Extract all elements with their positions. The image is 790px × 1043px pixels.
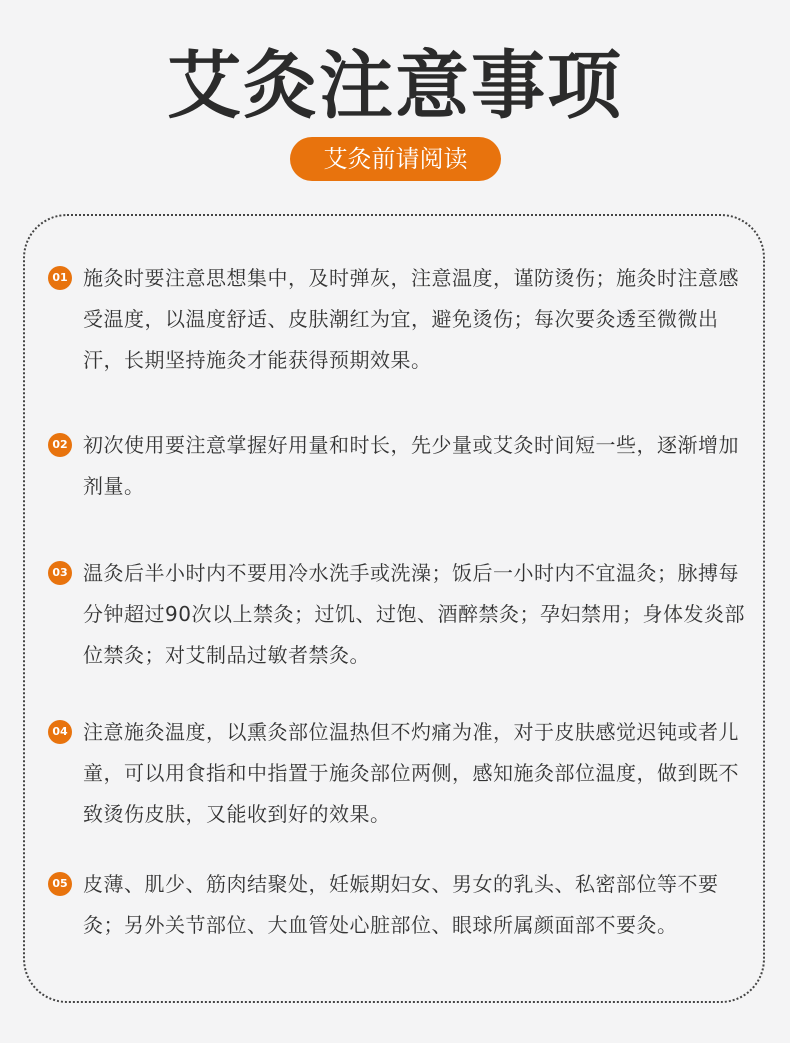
item-number-badge: 01 bbox=[48, 266, 72, 290]
item-text: 注意施灸温度，以熏灸部位温热但不灼痛为准，对于皮肤感觉迟钝或者儿童，可以用食指和中指置于施灸部位两侧，感知施灸部位温度，做到既不致烫伤皮肤，又能收到好的效果。 bbox=[83, 720, 739, 826]
item-number-badge: 05 bbox=[48, 872, 72, 896]
item-text: 施灸时要注意思想集中，及时弹灰，注意温度，谨防烫伤；施灸时注意感受温度，以温度舒适、皮肤潮红为宜，避免烫伤；每次要灸透至微微出汗，长期坚持施灸才能获得预期效果。 bbox=[83, 266, 739, 372]
item-text: 皮薄、肌少、筋肉结聚处，妊娠期妇女、男女的乳头、私密部位等不要灸；另外关节部位、大血管处心脏部位、眼球所属颜面部不要灸。 bbox=[83, 872, 719, 937]
subtitle-badge: 艾灸前请阅读 bbox=[290, 137, 501, 181]
item-number-badge: 02 bbox=[48, 433, 72, 457]
item-number-badge: 03 bbox=[48, 561, 72, 585]
item-text: 温灸后半小时内不要用冷水洗手或洗澡；饭后一小时内不宜温灸；脉搏每分钟超过90次以上禁灸；过饥、过饱、酒醉禁灸；孕妇禁用；身体发炎部位禁灸；对艾制品过敏者禁灸。 bbox=[83, 561, 745, 667]
page-title: 艾灸注意事项 bbox=[167, 43, 623, 129]
item-text: 初次使用要注意掌握好用量和时长，先少量或艾灸时间短一些，逐渐增加剂量。 bbox=[83, 433, 739, 498]
item-number-badge: 04 bbox=[48, 720, 72, 744]
